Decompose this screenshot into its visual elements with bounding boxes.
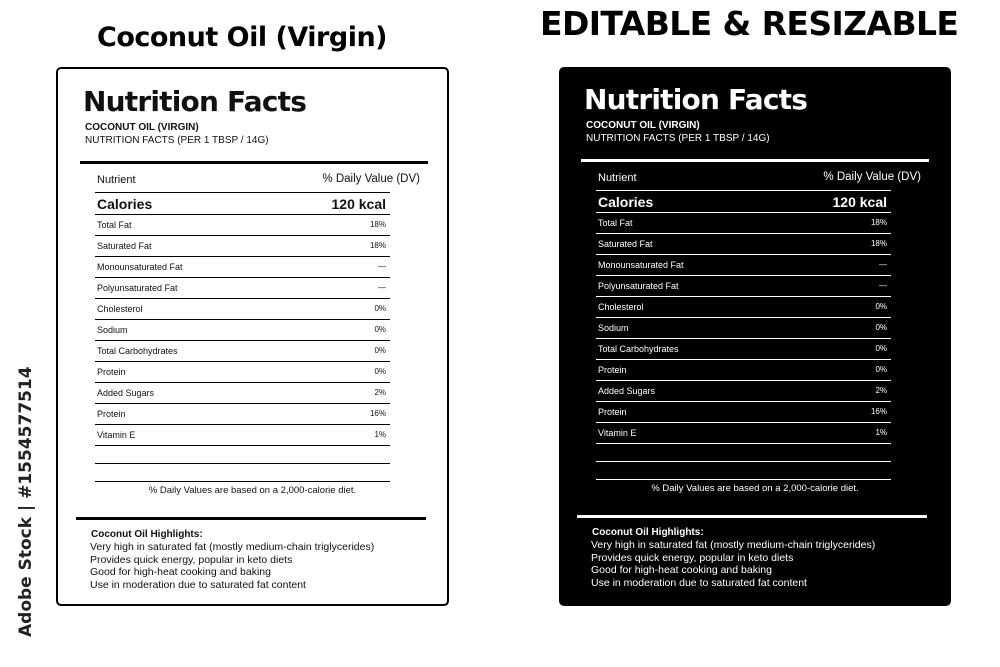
nutrient-name: Protein (97, 409, 126, 419)
list-item: Very high in saturated fat (mostly medium-chain triglycerides) (591, 539, 876, 551)
nutrient-column-header: Nutrient (97, 174, 136, 186)
list-item: Good for high-heat cooking and baking (90, 566, 271, 579)
thick-divider (76, 517, 426, 520)
nutrient-name: Cholesterol (97, 304, 143, 314)
nutrient-dv: 0% (875, 302, 887, 311)
nutrition-label-dark (559, 67, 951, 606)
nutrient-name: Vitamin E (97, 430, 136, 440)
nutrient-dv: 18% (369, 220, 386, 229)
right-heading: EDITABLE & RESIZABLE (540, 4, 959, 43)
nutrient-dv: — (378, 262, 386, 271)
nutrient-dv: 16% (870, 407, 887, 416)
list-item: Good for high-heat cooking and baking (591, 564, 772, 577)
nutrient-table (95, 167, 420, 482)
nutrient-dv: 1% (374, 430, 386, 439)
daily-value-footnote: % Daily Values are based on a 2,000-calorie diet. (651, 483, 859, 494)
calories-value: 120 kcal (331, 196, 386, 212)
nutrient-dv: 18% (870, 239, 887, 248)
list-item: Use in moderation due to saturated fat content (591, 577, 807, 590)
side-watermark: Adobe Stock | #1554577514 (16, 366, 36, 637)
highlights-title: Coconut Oil Highlights: (91, 529, 203, 540)
table-row (95, 383, 390, 404)
nutrition-label-light (56, 67, 449, 606)
nutrient-name: Total Carbohydrates (598, 344, 679, 354)
table-row (95, 299, 390, 320)
table-row (95, 215, 390, 236)
table-row (596, 297, 891, 318)
nutrient-dv: 0% (875, 323, 887, 332)
table-row (596, 276, 891, 297)
nutrient-name: Saturated Fat (97, 241, 152, 251)
table-row (596, 423, 891, 444)
nutrient-name: Protein (598, 407, 627, 417)
calories-label: Calories (598, 194, 654, 210)
nutrient-name: Protein (598, 365, 627, 375)
table-row (596, 402, 891, 423)
nutrient-name: Monounsaturated Fat (97, 262, 183, 272)
table-row (95, 425, 390, 446)
table-row (596, 213, 891, 234)
highlights-title: Coconut Oil Highlights: (592, 527, 704, 538)
calories-row (95, 193, 390, 215)
table-row (596, 381, 891, 402)
nutrient-dv: 18% (870, 218, 887, 227)
table-row (95, 404, 390, 425)
nutrient-name: Saturated Fat (598, 239, 653, 249)
nutrient-name: Added Sugars (97, 388, 155, 398)
serving-size: NUTRITION FACTS (PER 1 TBSP / 14G) (586, 133, 770, 144)
list-item: Provides quick energy, popular in keto diets (90, 553, 293, 566)
nutrient-name: Vitamin E (598, 428, 637, 438)
calories-row (596, 191, 891, 213)
empty-row (95, 446, 390, 464)
list-item: Very high in saturated fat (mostly medium-chain triglycerides) (90, 541, 375, 553)
thick-divider (80, 161, 428, 164)
table-row (95, 257, 390, 278)
table-header (596, 165, 921, 191)
table-row (596, 318, 891, 339)
nutrient-dv: 0% (374, 325, 386, 334)
empty-row (596, 444, 891, 462)
table-row (95, 278, 390, 299)
nutrient-dv: — (378, 283, 386, 292)
table-row (95, 341, 390, 362)
nutrient-name: Monounsaturated Fat (598, 260, 684, 270)
list-item: Use in moderation due to saturated fat content (90, 579, 306, 592)
nutrient-name: Total Fat (97, 220, 132, 230)
nutrient-dv: — (879, 281, 887, 290)
nutrient-dv: 18% (369, 241, 386, 250)
nutrient-dv: 16% (369, 409, 386, 418)
table-row (95, 236, 390, 257)
table-header (95, 167, 420, 193)
list-item: Provides quick energy, popular in keto diets (591, 551, 794, 564)
nutrient-name: Added Sugars (598, 386, 656, 396)
nutrient-dv: 0% (374, 367, 386, 376)
table-row (95, 362, 390, 383)
table-row (596, 234, 891, 255)
calories-value: 120 kcal (832, 194, 887, 210)
nutrient-dv: 0% (374, 304, 386, 313)
nutrient-column-header: Nutrient (598, 172, 637, 184)
thick-divider (577, 515, 927, 518)
daily-value-footnote: % Daily Values are based on a 2,000-calorie diet. (148, 485, 357, 496)
nutrient-name: Sodium (598, 323, 629, 333)
label-title: Nutrition Facts (584, 83, 808, 116)
nutrient-dv: 0% (875, 365, 887, 374)
nutrient-name: Sodium (97, 325, 128, 335)
nutrient-name: Total Fat (598, 218, 633, 228)
calories-label: Calories (97, 196, 153, 212)
dv-column-header: % Daily Value (DV) (322, 173, 420, 185)
product-name: COCONUT OIL (VIRGIN) (586, 120, 700, 131)
nutrient-name: Cholesterol (598, 302, 644, 312)
highlights-list (90, 541, 374, 592)
left-heading: Coconut Oil (Virgin) (97, 22, 388, 53)
nutrient-dv: 2% (875, 386, 887, 395)
table-row (95, 320, 390, 341)
serving-size: NUTRITION FACTS (PER 1 TBSP / 14G) (85, 135, 269, 146)
nutrient-dv: — (879, 260, 887, 269)
nutrient-dv: 2% (374, 388, 386, 397)
nutrient-dv: 0% (374, 346, 386, 355)
empty-row (95, 464, 390, 482)
thick-divider (581, 159, 929, 162)
nutrient-dv: 0% (875, 344, 887, 353)
nutrient-dv: 1% (875, 428, 887, 437)
table-row (596, 255, 891, 276)
nutrient-name: Polyunsaturated Fat (598, 281, 679, 291)
highlights-list (591, 539, 875, 590)
table-row (596, 339, 891, 360)
nutrient-table (596, 165, 921, 480)
nutrient-name: Polyunsaturated Fat (97, 283, 178, 293)
nutrient-name: Protein (97, 367, 126, 377)
table-row (596, 360, 891, 381)
nutrient-name: Total Carbohydrates (97, 346, 178, 356)
empty-row (596, 462, 891, 480)
product-name: COCONUT OIL (VIRGIN) (85, 122, 199, 133)
dv-column-header: % Daily Value (DV) (823, 171, 921, 183)
label-title: Nutrition Facts (83, 85, 307, 118)
